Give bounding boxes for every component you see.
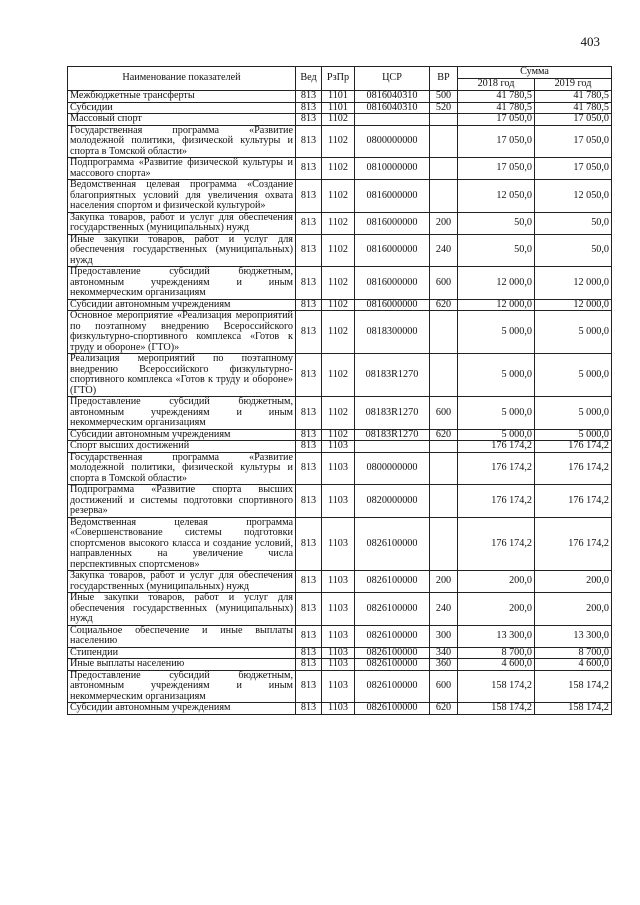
header-2018: 2018 год [458,79,535,91]
cell-csr: 0816000000 [355,299,430,311]
cell-csr: 0816000000 [355,180,430,213]
cell-csr: 0826100000 [355,670,430,703]
cell-vr: 200 [430,212,458,234]
cell-y2018: 158 174,2 [458,670,535,703]
cell-vr [430,158,458,180]
cell-y2018: 5 000,0 [458,354,535,397]
cell-vr: 620 [430,703,458,715]
header-csr: ЦСР [355,67,430,91]
cell-y2019: 17 050,0 [535,125,612,158]
cell-csr: 08183R1270 [355,397,430,430]
cell-y2019: 5 000,0 [535,311,612,354]
cell-y2018: 158 174,2 [458,703,535,715]
cell-csr: 0810000000 [355,158,430,180]
table-row [68,311,612,354]
table-row [68,659,612,671]
cell-name: Стипендии [68,647,296,659]
cell-y2019: 5 000,0 [535,429,612,441]
cell-csr: 0816040310 [355,102,430,114]
cell-ved: 813 [296,102,322,114]
cell-y2019: 176 174,2 [535,517,612,571]
table-row [68,593,612,626]
cell-y2018: 12 000,0 [458,299,535,311]
cell-y2019: 17 050,0 [535,114,612,126]
cell-rzpr: 1102 [322,354,355,397]
cell-vr [430,452,458,485]
cell-vr: 600 [430,670,458,703]
table-row [68,485,612,518]
cell-vr: 200 [430,571,458,593]
cell-vr: 620 [430,429,458,441]
cell-csr: 0816040310 [355,91,430,103]
cell-ved: 813 [296,299,322,311]
cell-y2019: 158 174,2 [535,703,612,715]
cell-y2018: 17 050,0 [458,158,535,180]
table-body [68,91,612,715]
cell-y2019: 12 000,0 [535,299,612,311]
cell-y2019: 50,0 [535,212,612,234]
cell-name: Государственная программа «Развитие молодежной политики, физической культуры и спорта в Томской области» [68,452,296,485]
cell-ved: 813 [296,311,322,354]
cell-rzpr: 1102 [322,267,355,300]
cell-y2019: 200,0 [535,593,612,626]
cell-y2019: 5 000,0 [535,397,612,430]
cell-y2018: 50,0 [458,212,535,234]
header-sum: Сумма [458,67,612,79]
cell-y2018: 200,0 [458,593,535,626]
cell-y2018: 41 780,5 [458,91,535,103]
cell-name: Подпрограмма «Развитие спорта высших достижений и системы подготовки спортивного резерва» [68,485,296,518]
cell-name: Социальное обеспечение и иные выплаты населению [68,625,296,647]
budget-table [67,66,612,715]
cell-ved: 813 [296,91,322,103]
cell-ved: 813 [296,571,322,593]
cell-rzpr: 1103 [322,593,355,626]
cell-rzpr: 1103 [322,571,355,593]
table-row [68,625,612,647]
cell-y2018: 17 050,0 [458,114,535,126]
cell-vr: 600 [430,267,458,300]
cell-y2018: 41 780,5 [458,102,535,114]
table-row [68,180,612,213]
table-row [68,703,612,715]
header-2019: 2019 год [535,79,612,91]
cell-y2019: 50,0 [535,234,612,267]
cell-ved: 813 [296,429,322,441]
cell-name: Иные закупки товаров, работ и услуг для обеспечения государственных (муниципальных) нужд [68,593,296,626]
cell-y2018: 50,0 [458,234,535,267]
cell-name: Субсидии автономным учреждениям [68,429,296,441]
table-row [68,517,612,571]
cell-name: Субсидии автономным учреждениям [68,703,296,715]
cell-csr [355,441,430,453]
cell-name: Иные закупки товаров, работ и услуг для обеспечения государственных (муниципальных) нужд [68,234,296,267]
cell-rzpr: 1103 [322,441,355,453]
cell-vr: 600 [430,397,458,430]
cell-ved: 813 [296,517,322,571]
cell-csr: 0816000000 [355,212,430,234]
cell-ved: 813 [296,234,322,267]
cell-csr: 0816000000 [355,267,430,300]
cell-ved: 813 [296,625,322,647]
cell-ved: 813 [296,593,322,626]
cell-rzpr: 1102 [322,311,355,354]
table-row [68,267,612,300]
cell-rzpr: 1102 [322,158,355,180]
table-row [68,91,612,103]
cell-csr: 0826100000 [355,571,430,593]
cell-y2018: 13 300,0 [458,625,535,647]
cell-vr: 360 [430,659,458,671]
cell-ved: 813 [296,452,322,485]
cell-y2018: 176 174,2 [458,517,535,571]
table-row [68,429,612,441]
cell-name: Ведомственная целевая программа «Совершенствование системы подготовки спортсменов высокого класса и создание условий, направленных на увеличение числа перспективных спортсменов» [68,517,296,571]
cell-rzpr: 1103 [322,659,355,671]
cell-csr: 0800000000 [355,452,430,485]
cell-ved: 813 [296,354,322,397]
cell-y2019: 12 000,0 [535,267,612,300]
cell-rzpr: 1102 [322,234,355,267]
cell-vr: 500 [430,91,458,103]
cell-name: Подпрограмма «Развитие физической культуры и массового спорта» [68,158,296,180]
table-row [68,354,612,397]
cell-name: Государственная программа «Развитие молодежной политики, физической культуры и спорта в Томской области» [68,125,296,158]
cell-rzpr: 1103 [322,452,355,485]
cell-name: Межбюджетные трансферты [68,91,296,103]
table-row [68,212,612,234]
table-row [68,452,612,485]
cell-vr [430,441,458,453]
cell-name: Иные выплаты населению [68,659,296,671]
cell-csr: 0826100000 [355,647,430,659]
cell-y2018: 8 700,0 [458,647,535,659]
cell-ved: 813 [296,180,322,213]
cell-name: Предоставление субсидий бюджетным, автономным учреждениям и иным некоммерческим организациям [68,670,296,703]
cell-ved: 813 [296,670,322,703]
cell-name: Ведомственная целевая программа «Создание благоприятных условий для увеличения охвата населения спортом и физической культурой» [68,180,296,213]
cell-rzpr: 1101 [322,102,355,114]
cell-rzpr: 1102 [322,299,355,311]
cell-ved: 813 [296,441,322,453]
cell-y2019: 176 174,2 [535,485,612,518]
cell-rzpr: 1103 [322,485,355,518]
cell-y2019: 158 174,2 [535,670,612,703]
cell-csr [355,114,430,126]
cell-name: Субсидии [68,102,296,114]
cell-csr: 0800000000 [355,125,430,158]
cell-rzpr: 1102 [322,429,355,441]
cell-ved: 813 [296,659,322,671]
cell-rzpr: 1103 [322,670,355,703]
cell-y2018: 5 000,0 [458,429,535,441]
cell-rzpr: 1101 [322,91,355,103]
cell-y2018: 176 174,2 [458,485,535,518]
cell-rzpr: 1103 [322,517,355,571]
cell-y2019: 41 780,5 [535,102,612,114]
cell-name: Закупка товаров, работ и услуг для обеспечения государственных (муниципальных) нужд [68,212,296,234]
cell-rzpr: 1102 [322,212,355,234]
cell-vr: 240 [430,234,458,267]
cell-vr [430,114,458,126]
cell-y2019: 176 174,2 [535,441,612,453]
cell-ved: 813 [296,485,322,518]
cell-name: Спорт высших достижений [68,441,296,453]
cell-y2019: 13 300,0 [535,625,612,647]
table-row [68,125,612,158]
cell-name: Предоставление субсидий бюджетным, автономным учреждениям и иным некоммерческим организациям [68,397,296,430]
cell-y2019: 5 000,0 [535,354,612,397]
table-row [68,114,612,126]
cell-csr: 0826100000 [355,593,430,626]
table-header [68,67,612,91]
cell-rzpr: 1102 [322,125,355,158]
cell-y2018: 12 000,0 [458,267,535,300]
cell-ved: 813 [296,397,322,430]
table-row [68,441,612,453]
cell-vr [430,180,458,213]
cell-y2019: 4 600,0 [535,659,612,671]
cell-vr [430,485,458,518]
cell-ved: 813 [296,703,322,715]
cell-y2019: 176 174,2 [535,452,612,485]
cell-name: Закупка товаров, работ и услуг для обеспечения государственных (муниципальных) нужд [68,571,296,593]
cell-csr: 08183R1270 [355,354,430,397]
table-row [68,647,612,659]
cell-y2019: 8 700,0 [535,647,612,659]
cell-csr: 0820000000 [355,485,430,518]
table-row [68,158,612,180]
cell-y2018: 200,0 [458,571,535,593]
table-row [68,397,612,430]
table-row [68,234,612,267]
cell-ved: 813 [296,212,322,234]
cell-ved: 813 [296,267,322,300]
cell-y2018: 5 000,0 [458,311,535,354]
header-name: Наименование показателей [68,67,296,91]
cell-vr: 620 [430,299,458,311]
cell-csr: 08183R1270 [355,429,430,441]
header-ved: Вед [296,67,322,91]
cell-rzpr: 1102 [322,114,355,126]
cell-name: Предоставление субсидий бюджетным, автономным учреждениям и иным некоммерческим организациям [68,267,296,300]
cell-y2019: 17 050,0 [535,158,612,180]
header-rzpr: РзПр [322,67,355,91]
cell-y2018: 17 050,0 [458,125,535,158]
cell-name: Субсидии автономным учреждениям [68,299,296,311]
cell-rzpr: 1103 [322,625,355,647]
cell-y2018: 4 600,0 [458,659,535,671]
cell-y2019: 41 780,5 [535,91,612,103]
cell-vr: 520 [430,102,458,114]
cell-rzpr: 1103 [322,647,355,659]
cell-vr [430,517,458,571]
cell-y2018: 176 174,2 [458,452,535,485]
cell-vr [430,311,458,354]
cell-csr: 0826100000 [355,625,430,647]
cell-y2018: 176 174,2 [458,441,535,453]
cell-csr: 0826100000 [355,703,430,715]
cell-rzpr: 1102 [322,397,355,430]
cell-vr: 240 [430,593,458,626]
cell-csr: 0826100000 [355,659,430,671]
cell-rzpr: 1102 [322,180,355,213]
table-row [68,670,612,703]
cell-csr: 0818300000 [355,311,430,354]
cell-ved: 813 [296,125,322,158]
cell-y2019: 200,0 [535,571,612,593]
cell-name: Реализация мероприятий по поэтапному внедрению Всероссийского физкультурно-спортивного комплекса «Готов к труду и обороне» (ГТО) [68,354,296,397]
cell-ved: 813 [296,158,322,180]
cell-vr [430,125,458,158]
cell-y2018: 12 050,0 [458,180,535,213]
cell-name: Основное мероприятие «Реализация мероприятий по поэтапному внедрению Всероссийского физкультурно-спортивного комплекса «Готов к труду и обороне» (ГТО)» [68,311,296,354]
header-vr: ВР [430,67,458,91]
cell-ved: 813 [296,114,322,126]
cell-vr: 340 [430,647,458,659]
cell-csr: 0826100000 [355,517,430,571]
cell-y2019: 12 050,0 [535,180,612,213]
cell-rzpr: 1103 [322,703,355,715]
page-number: 403 [580,34,600,49]
cell-ved: 813 [296,647,322,659]
table-row [68,299,612,311]
cell-y2018: 5 000,0 [458,397,535,430]
cell-vr [430,354,458,397]
cell-name: Массовый спорт [68,114,296,126]
table-row [68,571,612,593]
cell-csr: 0816000000 [355,234,430,267]
cell-vr: 300 [430,625,458,647]
table-row [68,102,612,114]
